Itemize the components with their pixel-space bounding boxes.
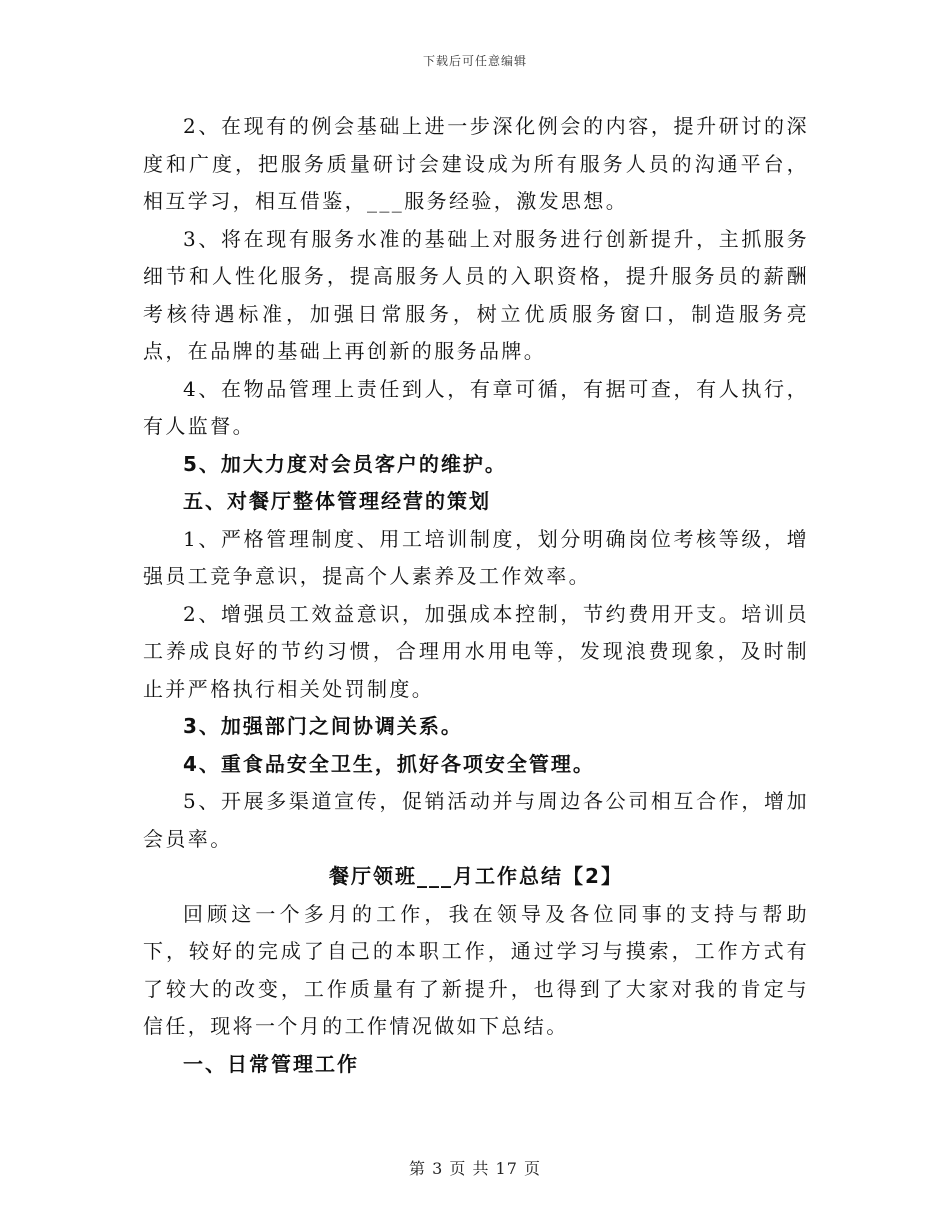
section-title: 餐厅领班___月工作总结【2】 bbox=[329, 864, 623, 888]
page-header: 下载后可任意编辑 bbox=[422, 54, 527, 68]
paragraph-review: 回顾这一个多月的工作，我在领导及各位同事的支持与帮助下，较好的完成了自己的本职工作，通过学习与摸索，工作方式有了较大的改变，工作质量有了新提升，也得到了大家对我的肯定与信任，现将一个月的工作情况做如下总结。 bbox=[143, 901, 809, 1038]
section-heading-five: 五、对餐厅整体管理经营的策划 bbox=[183, 489, 491, 513]
paragraph-3: 3、将在现有服务水准的基础上对服务进行创新提升，主抓服务细节和人性化服务，提高服务人员的入职资格，提升服务员的薪酬考核待遇标准，加强日常服务，树立优质服务窗口，制造服务亮点，在品牌的基础上再创新的服务品牌。 bbox=[143, 226, 809, 363]
paragraph-4: 4、在物品管理上责任到人，有章可循，有据可查，有人执行，有人监督。 bbox=[143, 376, 809, 438]
paragraph-management-1: 1、严格管理制度、用工培训制度，划分明确岗位考核等级，增强员工竞争意识，提高个人素养及工作效率。 bbox=[143, 526, 809, 588]
page-number: 第 3 页 共 17 页 bbox=[409, 1159, 541, 1178]
document-body bbox=[143, 108, 809, 1083]
paragraph-management-3: 3、加强部门之间协调关系。 bbox=[183, 714, 463, 738]
section-heading-one: 一、日常管理工作 bbox=[183, 1051, 359, 1076]
paragraph-2: 2、在现有的例会基础上进一步深化例会的内容，提升研讨的深度和广度，把服务质量研讨会建设成为所有服务人员的沟通平台，相互学习，相互借鉴，___服务经验，激发思想。 bbox=[143, 114, 809, 213]
paragraph-5-bold: 5、加大力度对会员客户的维护。 bbox=[183, 451, 507, 476]
paragraph-management-4: 4、重食品安全卫生，抓好各项安全管理。 bbox=[183, 751, 595, 776]
paragraph-management-2: 2、增强员工效益意识，加强成本控制，节约费用开支。培训员工养成良好的节约习惯，合理用水用电等，发现浪费现象，及时制止并严格执行相关处罚制度。 bbox=[143, 601, 809, 701]
paragraph-management-5: 5、开展多渠道宣传，促销活动并与周边各公司相互合作，增加会员率。 bbox=[143, 789, 809, 851]
